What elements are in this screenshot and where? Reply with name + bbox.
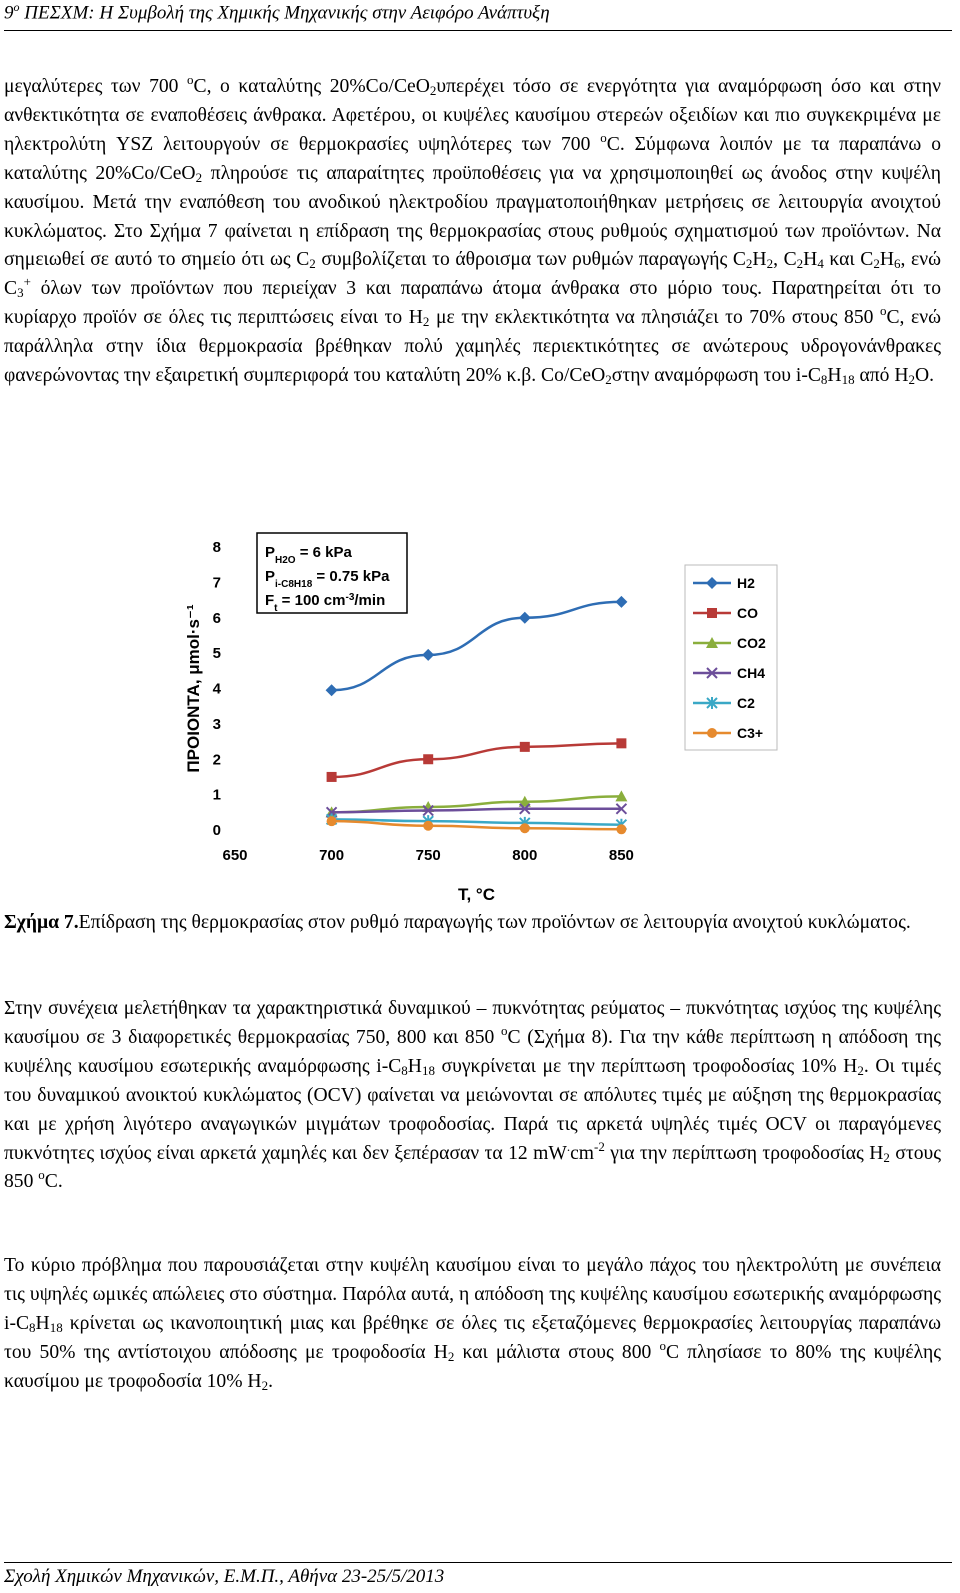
y-tick-label: 4 [212,680,221,698]
conditions-text: P [265,544,276,561]
caption-label: Σχήμα 7. [4,912,79,933]
x-tick-label: 650 [222,847,248,864]
conditions-text: i-C8H18 [275,578,313,590]
legend-label: CO2 [737,635,766,651]
data-point [327,816,337,826]
legend-label: H2 [737,575,755,591]
data-point [327,772,337,782]
y-tick-label: 3 [212,715,221,733]
page-footer: Σχολή Χημικών Μηχανικών, Ε.Μ.Π., Αθήνα 23-25/5/2013 [4,1566,445,1587]
y-tick-label: 6 [212,609,221,627]
legend-label: CH4 [737,665,766,681]
legend-label: C3+ [737,725,764,741]
legend-label: C2 [737,695,755,711]
conditions-text: F [265,592,275,609]
x-axis-label: T, °C [457,885,496,904]
y-tick-label: 0 [212,822,221,839]
caption-text: Επίδραση της θερμοκρασίας στον ρυθμό παραγωγής των προϊόντων σε λειτουργία ανοιχτού κυκλώματος. [78,912,911,933]
legend-marker [707,728,717,738]
header-rule [4,30,952,31]
x-tick-label: 850 [608,847,634,864]
products-rate-chart [175,525,785,905]
data-point [615,596,627,608]
x-tick-label: 800 [512,847,538,864]
conditions-text: P [265,568,276,585]
conditions-text: -3 [345,591,355,603]
data-point [616,824,626,834]
paragraph-1: μεγαλύτερες των 700 $^o$C, ο καταλύτης 20%Co/CeO$_2$υπερέχει τόσο σε ενεργότητα για αναμόρφωση όσο και στην ανθεκτικότητα σε εναποθέσεις άνθρακα. Αφετέρου, οι κυψέλες καυσίμου στερεών οξειδίων και πιο συγκεκριμένα με ηλεκτρολύτη YSZ λειτουργούν σε θερμοκρασίες υψηλότερες των 700 $^o$C. Σύμφωνα λοιπόν με τα παραπάνω ο καταλύτης 20%Co/CeO$_2$ πληρούσε τις απαραίτητες προϋποθέσεις για να χρησιμοποιηθεί ως άνοδος στην κυψέλη καυσίμου. Μετά την εναπόθεση του ανοδικού ηλεκτροδίου πραγματοποιήθηκαν μετρήσεις σε λειτουργία ανοιχτού κυκλώματος. Στο Σχήμα 7 φαίνεται η επίδραση της θερμοκρασίας στους ρυθμούς σχηματισμού των προϊόντων. Να σημειωθεί σε αυτό το σημείο ότι ως $C_2$ συμβολίζεται το άθροισμα των ρυθμών παραγωγής $C_2H_2$, $C_2H_4$ και $C_2H_6$, ενώ $C_3^+$ όλων των προϊόντων που περιείχαν 3 και παραπάνω άτομα άνθρακα στο μόριο τους. Παρατηρείται ότι το κυρίαρχο προϊόν σε όλες τις περιπτώσεις είναι το $H_2$ με την εκλεκτικότητα να πλησιάζει το 70% στους 850 $^o$C, ενώ παράλληλα στην ίδια θερμοκρασία βρέθηκαν πολύ χαμηλές περιεκτικότητες σε ανώτερους υδρογονάνθρακες φανερώνοντας την εξαιρετική συμπεριφορά του καταλύτη 20% κ.β. Co/CeO$_2$στην αναμόρφωση του $i-C_8H_{18}$ από $H_2O$. [4,72,942,388]
page-header: $9^o$ ΠΕΣΧΜ: Η Συμβολή της Χημικής Μηχανικής στην Αειφόρο Ανάπτυξη [4,0,550,24]
data-point [519,612,531,624]
x-tick-label: 700 [319,847,345,864]
series-line-h2 [332,602,622,690]
x-tick-label: 750 [415,847,441,864]
legend-label: CO [737,605,758,621]
y-tick-label: 1 [212,786,221,804]
data-point [616,738,626,748]
y-tick-label: 2 [212,751,221,769]
data-point [423,821,433,831]
series-line-co [332,743,622,777]
y-tick-label: 5 [212,645,221,663]
legend-box [685,565,777,750]
data-point [422,649,434,661]
figure-caption [4,909,941,938]
y-axis-label: ΠΡΟΙΟΝΤΑ, μmol·s⁻¹ [184,604,203,773]
conditions-text: t [274,602,278,614]
footer-rule [4,1562,952,1563]
data-point [326,684,338,696]
data-point [520,823,530,833]
conditions-text: /min [354,592,386,609]
y-tick-label: 8 [212,539,221,556]
y-tick-label: 7 [212,574,221,592]
paragraph-3: Το κύριο πρόβλημα που παρουσιάζεται στην κυψέλη καυσίμου είναι το μεγάλο πάχος του ηλεκτρολύτη με συνέπεια τις υψηλές ωμικές απώλειες στο σύστημα. Παρόλα αυτά, η απόδοση της κυψέλης καυσίμου εσωτερικής αναμόρφωσης $i-C_8H_{18}$ κρίνεται ως ικανοποιητική μιας και βρέθηκε σε όλες τις εξεταζόμενες θερμοκρασίες λειτουργίας παραπάνω του 50% της αντίστοιχου απόδοσης με τροφοδοσία $H_2$ και μάλιστα στους 800 $^o$C πλησίασε το 80% της κυψέλης καυσίμου με τροφοδοσία 10% $H_2$. [4,1255,941,1393]
conditions-text: = 100 cm [277,592,346,609]
data-point [520,742,530,752]
data-point [423,754,433,764]
legend-marker [707,608,717,618]
conditions-text: = 6 kPa [295,544,352,561]
paragraph-2: Στην συνέχεια μελετήθηκαν τα χαρακτηριστικά δυναμικού – πυκνότητας ρεύματος – πυκνότητας ισχύος της κυψέλης καυσίμου σε 3 διαφορετικές θερμοκρασίας 750, 800 και 850 $^o$C (Σχήμα 8). Για την κάθε περίπτωση η απόδοση της κυψέλης καυσίμου εσωτερικής αναμόρφωσης $i-C_8H_{18}$ συγκρίνεται με την περίπτωση τροφοδοσίας 10% $H_2$. Οι τιμές του δυναμικού ανοικτού κυκλώματος (OCV) φαίνεται να μειώνονται σε απόλυτες τιμές με αύξηση της θερμοκρασίας και με χρήση λιγότερο αναγωγικών μιγμάτων τροφοδοσίας. Παρά τις αρκετά υψηλές τιμές OCV οι παραγόμενες πυκνότητες ισχύος είναι αρκετά χαμηλές και δεν ξεπέρασαν τα 12 $mW^.cm^{-2}$ για την περίπτωση τροφοδοσίας $H_2$ στους 850 $^o$C. [4,998,942,1193]
conditions-text: H2O [275,554,296,566]
conditions-text: = 0.75 kPa [312,568,390,585]
